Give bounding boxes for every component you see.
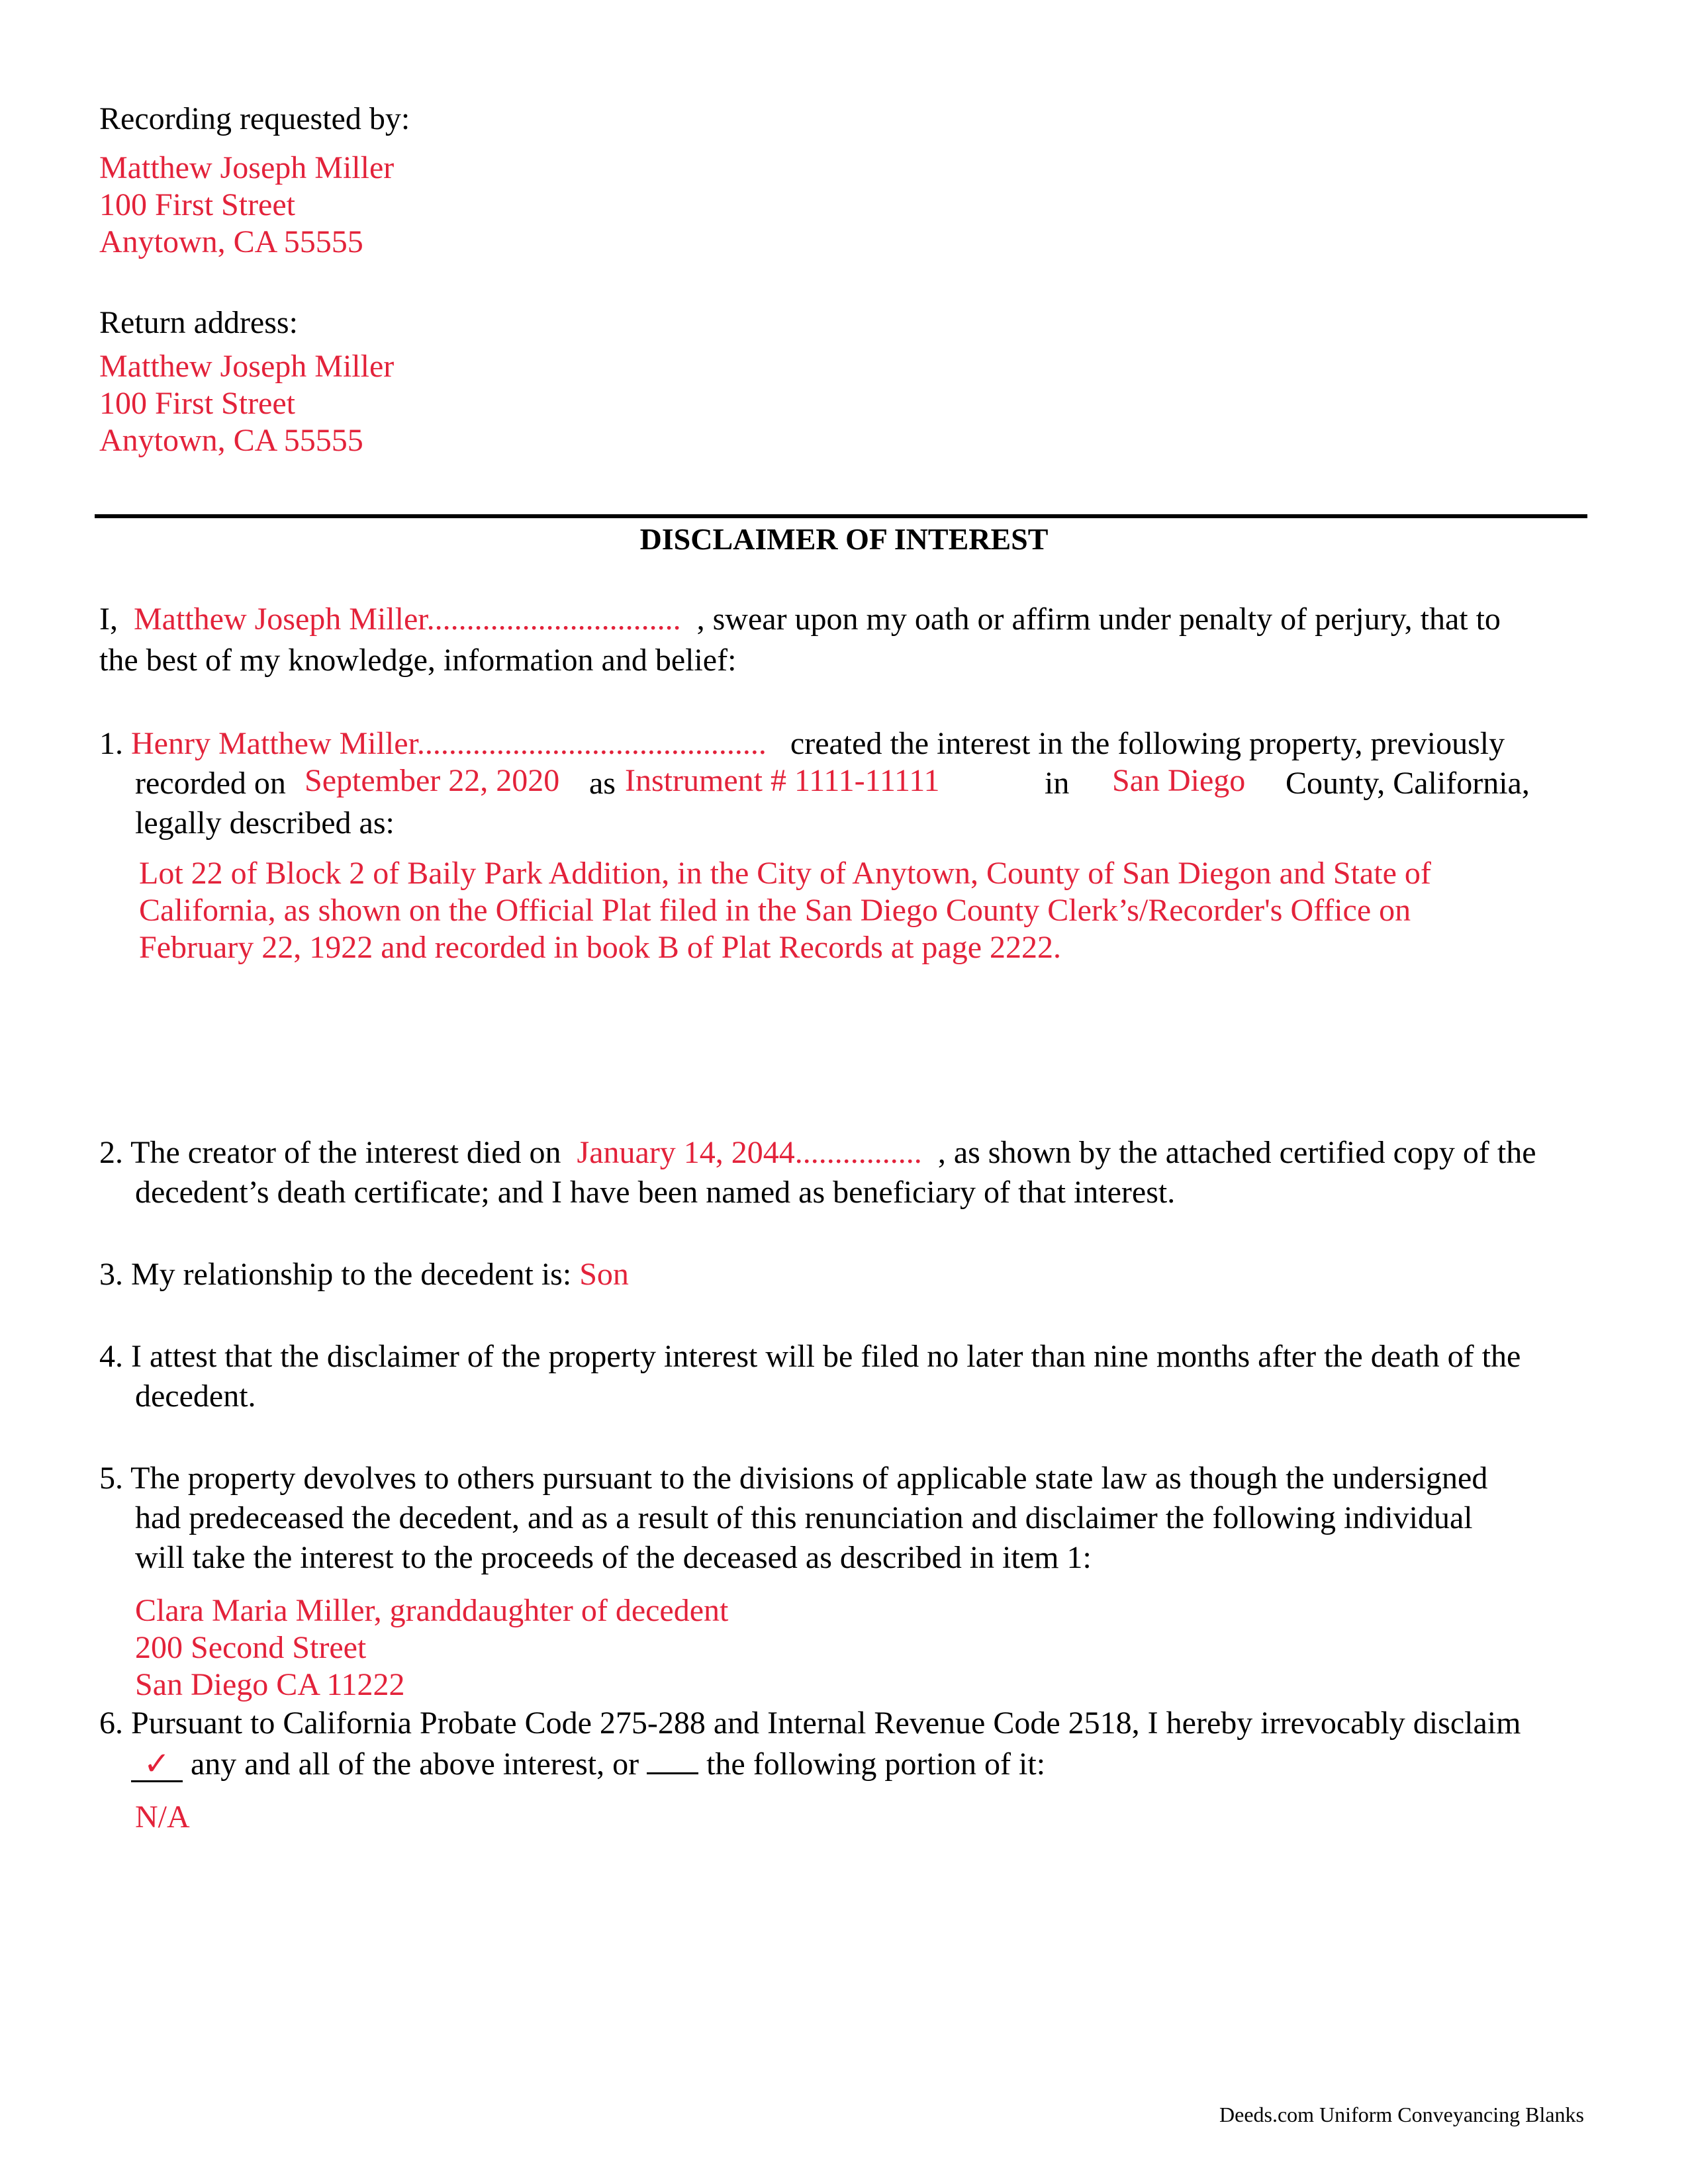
recording-requested-label: Recording requested by: — [99, 101, 410, 136]
item2-prefix: 2. The creator of the interest died on — [99, 1135, 561, 1170]
intro-line-2: the best of my knowledge, information and belief: — [99, 643, 737, 678]
county-name: San Diego — [1112, 763, 1246, 798]
footer-credit: Deeds.com Uniform Conveyancing Blanks — [1219, 2103, 1584, 2126]
legal-description-line-3: February 22, 1922 and recorded in book B of Plat Records at page 2222. — [139, 930, 1062, 965]
legal-description-label: legally described as: — [135, 805, 395, 841]
disclaim-portion-label: the following portion of it: — [706, 1747, 1046, 1782]
intro-prefix: I, — [99, 602, 118, 637]
item1-text-1: created the interest in the following property, previously — [790, 726, 1505, 761]
item1-line-1 — [99, 724, 1505, 764]
item2-line-1 — [99, 1133, 1536, 1173]
disclaim-portion-checkbox[interactable] — [647, 1743, 698, 1774]
item2-line-2: decedent’s death certificate; and I have been named as beneficiary of that interest. — [135, 1175, 1176, 1210]
recorded-date: September 22, 2020 — [305, 763, 560, 798]
death-date: January 14, 2044................ — [577, 1135, 922, 1170]
intro-text-1: , swear upon my oath or affirm under penalty of perjury, that to — [696, 602, 1501, 637]
intro-line-1 — [99, 600, 1501, 639]
item1-number: 1. — [99, 726, 123, 761]
disclaim-all-label: any and all of the above interest, or — [191, 1747, 639, 1782]
return-city: Anytown, CA 55555 — [99, 423, 363, 458]
beneficiary-city: San Diego CA 11222 — [135, 1667, 405, 1702]
return-street: 100 First Street — [99, 386, 295, 421]
disclaimed-portion-value: N/A — [135, 1799, 190, 1835]
county-suffix: County, California, — [1286, 766, 1530, 801]
return-address-label: Return address: — [99, 305, 298, 340]
disclaim-all-checkbox[interactable]: ✓ — [131, 1749, 183, 1782]
interest-creator: Henry Matthew Miller............................................ — [131, 726, 767, 761]
header-divider — [95, 514, 1587, 518]
item6-line-1: 6. Pursuant to California Probate Code 275-288 and Internal Revenue Code 2518, I hereby irrevocably disclaim — [99, 1706, 1521, 1741]
item1-recorded-on: recorded on — [135, 766, 286, 801]
return-name: Matthew Joseph Miller — [99, 349, 395, 384]
document-title: DISCLAIMER OF INTEREST — [639, 522, 1049, 556]
relationship-value: Son — [579, 1257, 629, 1292]
item6-line-2 — [131, 1743, 1045, 1784]
instrument-number: Instrument # 1111-11111 — [625, 763, 940, 798]
item3-line — [99, 1255, 629, 1295]
item1-in: in — [1045, 766, 1070, 801]
item5-line-2: had predeceased the decedent, and as a result of this renunciation and disclaimer the following individual — [135, 1500, 1473, 1535]
item5-line-1: 5. The property devolves to others pursuant to the divisions of applicable state law as though the undersigned — [99, 1461, 1488, 1496]
affiant-name: Matthew Joseph Miller................................ — [133, 602, 681, 637]
recording-street: 100 First Street — [99, 187, 295, 222]
item2-text-1: , as shown by the attached certified copy of the — [937, 1135, 1536, 1170]
item3-prefix: 3. My relationship to the decedent is: — [99, 1257, 572, 1292]
item1-as: as — [589, 766, 616, 801]
item4-line-2: decedent. — [135, 1379, 256, 1414]
recording-name: Matthew Joseph Miller — [99, 150, 395, 185]
legal-description-line-2: California, as shown on the Official Plat filed in the San Diego County Clerk’s/Recorder's Office on — [139, 893, 1411, 928]
item5-line-3: will take the interest to the proceeds of the deceased as described in item 1: — [135, 1540, 1092, 1575]
beneficiary-name: Clara Maria Miller, granddaughter of decedent — [135, 1593, 729, 1628]
item4-line-1: 4. I attest that the disclaimer of the property interest will be filed no later than nine months after the death of the — [99, 1339, 1521, 1374]
legal-description-line-1: Lot 22 of Block 2 of Baily Park Addition, in the City of Anytown, County of San Diegon and State of — [139, 856, 1431, 891]
beneficiary-street: 200 Second Street — [135, 1630, 367, 1665]
recording-city: Anytown, CA 55555 — [99, 224, 363, 259]
